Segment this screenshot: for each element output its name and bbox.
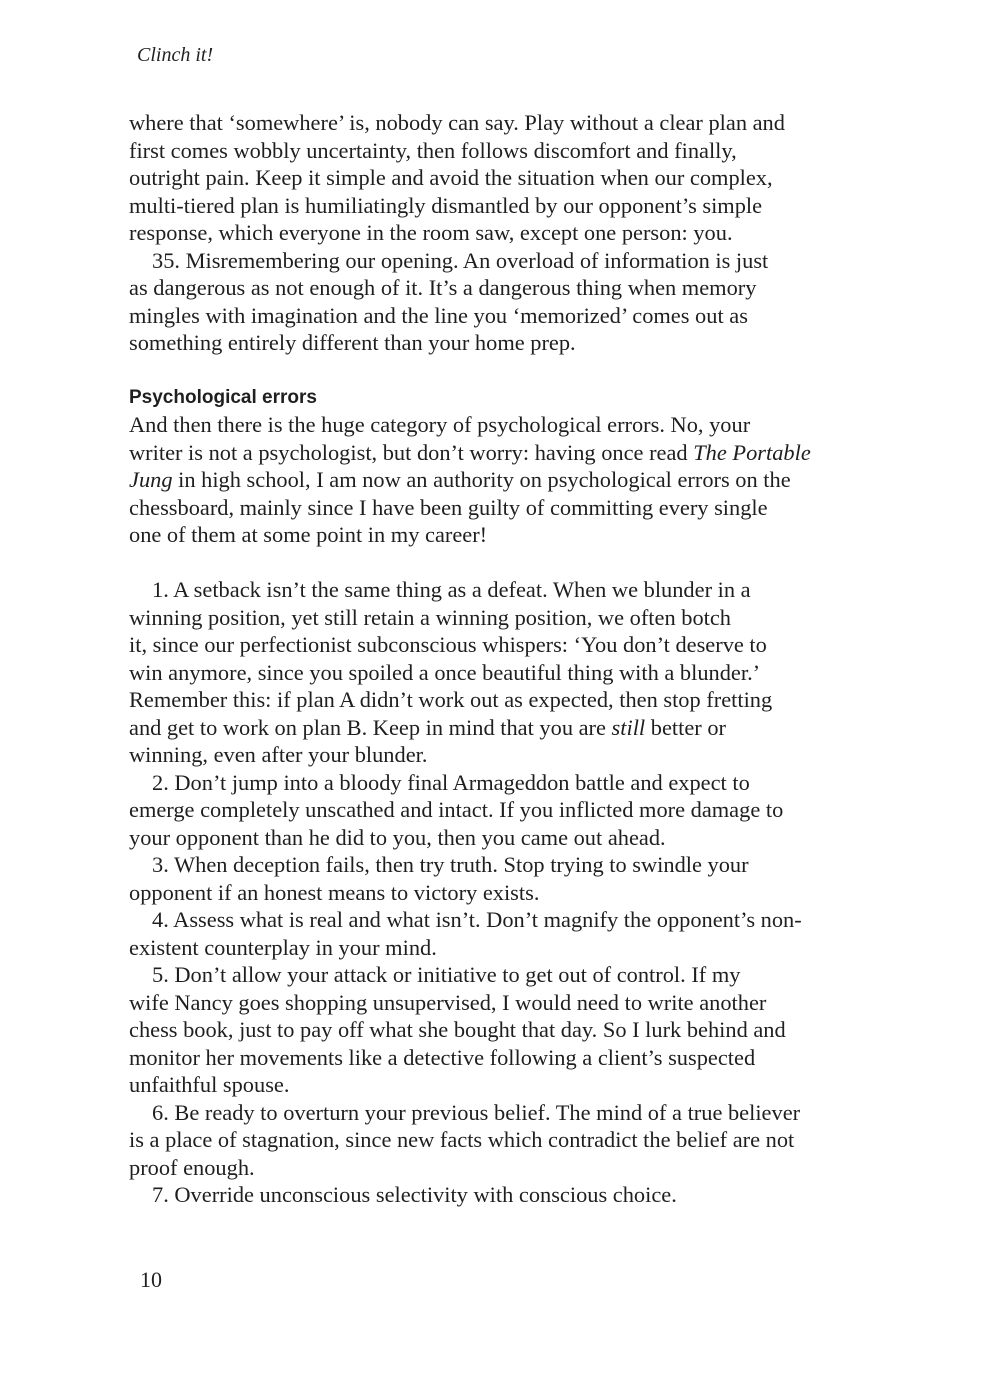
text-line: where that ‘somewhere’ is, nobody can say. Play without a clear plan and <box>129 110 785 135</box>
numbered-list <box>129 576 864 1209</box>
list-item-line: 7. Override unconscious selectivity with conscious choice. <box>152 1182 677 1207</box>
list-item-line: emerge completely unscathed and intact. If you inflicted more damage to <box>129 797 784 822</box>
text-line: And then there is the huge category of psychological errors. No, your <box>129 412 751 437</box>
text-line: 35. Misremembering our opening. An overload of information is just <box>152 247 769 273</box>
book-title: Jung <box>129 467 173 492</box>
page-number: 10 <box>140 1267 162 1292</box>
text-line: as dangerous as not enough of it. It’s a dangerous thing when memory <box>129 275 757 300</box>
list-item-line: opponent if an honest means to victory exists. <box>129 879 540 905</box>
list-item-line: is a place of stagnation, since new facts which contradict the belief are not <box>129 1127 795 1152</box>
list-item-line: 3. When deception fails, then try truth. Stop trying to swindle your <box>152 852 749 877</box>
text-line: multi-tiered plan is humiliatingly dismantled by our opponent’s simple <box>129 192 763 218</box>
list-item-line: win anymore, since you spoiled a once beautiful thing with a blunder.’ <box>129 659 761 685</box>
list-rest <box>129 769 864 1209</box>
section-heading: Psychological errors <box>129 387 317 408</box>
intro-paragraph <box>129 411 864 549</box>
text-run: and get to work on plan B. Keep in mind that you are <box>129 714 612 740</box>
text-line: response, which everyone in the room saw, except one person: you. <box>129 220 733 245</box>
text-line <box>129 439 864 467</box>
text-run: better or <box>645 714 726 740</box>
text-line: outright pain. Keep it simple and avoid the situation when our complex, <box>129 165 773 190</box>
text-line: mingles with imagination and the line you ‘memorized’ comes out as <box>129 302 748 328</box>
text-line: one of them at some point in my career! <box>129 522 488 547</box>
list-item-line: your opponent than he did to you, then you came out ahead. <box>129 824 666 850</box>
list-item-line: it, since our perfectionist subconscious whispers: ‘You don’t deserve to <box>129 632 767 657</box>
list-item-line: winning, even after your blunder. <box>129 742 428 767</box>
list-item-line: existent counterplay in your mind. <box>129 934 437 960</box>
list-item-line: winning position, yet still retain a winning position, we often botch <box>129 604 731 630</box>
list-item-line: unfaithful spouse. <box>129 1072 290 1097</box>
list-item-line: 6. Be ready to overturn your previous belief. The mind of a true believer <box>152 1099 801 1125</box>
text-run: in high school, I am now an authority on psychological errors on the <box>172 467 791 492</box>
list-item-line: monitor her movements like a detective following a client’s suspected <box>129 1044 756 1070</box>
text-line: something entirely different than your home prep. <box>129 330 576 355</box>
list-item-line: proof enough. <box>129 1154 255 1180</box>
list-item-line: 4. Assess what is real and what isn’t. Don’t magnify the opponent’s non- <box>152 907 802 932</box>
text-line: first comes wobbly uncertainty, then follows discomfort and finally, <box>129 137 737 163</box>
text-run: writer is not a psychologist, but don’t worry: having once read <box>129 439 694 465</box>
running-title: Clinch it! <box>137 44 214 66</box>
book-title: The Portable <box>693 439 811 465</box>
list-item-line: chess book, just to pay off what she bought that day. So I lurk behind and <box>129 1017 786 1042</box>
list-item-line: 1. A setback isn’t the same thing as a defeat. When we blunder in a <box>152 577 751 602</box>
text-line: chessboard, mainly since I have been guilty of committing every single <box>129 494 768 520</box>
list-item-line: 2. Don’t jump into a bloody final Armageddon battle and expect to <box>152 769 750 795</box>
list-item-line: Remember this: if plan A didn’t work out as expected, then stop fretting <box>129 687 773 712</box>
list-item-line: 5. Don’t allow your attack or initiative to get out of control. If my <box>152 962 741 987</box>
list-item-line: wife Nancy goes shopping unsupervised, I would need to write another <box>129 989 767 1015</box>
list-item-line <box>129 714 864 742</box>
continuation-paragraphs <box>129 109 864 357</box>
text-line <box>129 466 864 494</box>
emphasis: still <box>611 714 646 740</box>
